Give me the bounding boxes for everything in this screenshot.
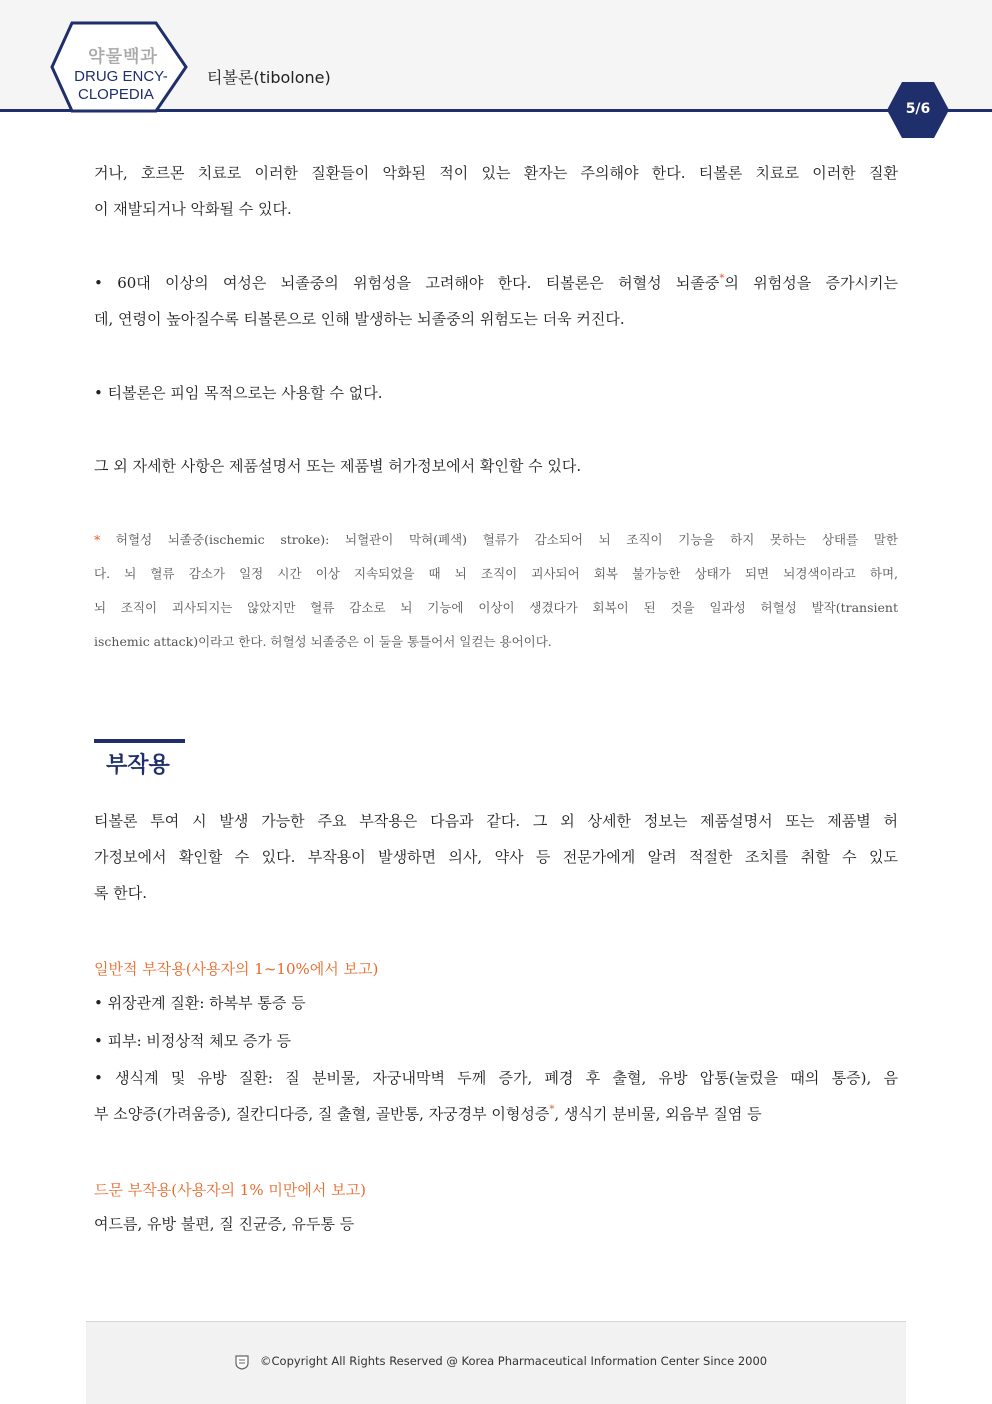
footnote-ischemic-stroke xyxy=(94,523,898,659)
text-line: 데, 연령이 높아질수록 티볼론으로 인해 발생하는 뇌졸중의 위험도는 더욱 커진다. xyxy=(94,310,625,328)
paragraph-precaution-continued xyxy=(94,155,898,227)
text-segment: • 60대 이상의 여성은 뇌졸중의 위험성을 고려해야 한다. 티볼론은 허혈성 뇌졸중 xyxy=(94,274,720,292)
side-effects-intro xyxy=(94,803,898,911)
footnote-marker: * xyxy=(94,532,101,547)
footnote-line: ischemic attack)이라고 한다. 허혈성 뇌졸중은 이 둘을 통틀어서 일컫는 용어이다. xyxy=(94,634,552,649)
list-item: • 위장관계 질환: 하복부 통증 등 xyxy=(94,994,306,1012)
text-line: 티볼론 투여 시 발생 가능한 주요 부작용은 다음과 같다. 그 외 상세한 정보는 제품설명서 또는 제품별 허 xyxy=(94,812,898,830)
text-line: 가정보에서 확인할 수 있다. 부작용이 발생하면 의사, 약사 등 전문가에게 알려 적절한 조치를 취할 수 있도 xyxy=(94,848,898,866)
text-line: 거나, 호르몬 치료로 이러한 질환들이 악화된 적이 있는 환자는 주의해야 한다. 티볼론 치료로 이러한 질환 xyxy=(94,164,898,182)
copyright-text: ©Copyright All Rights Reserved @ Korea Pharmaceutical Information Center Since 2000 xyxy=(260,1354,768,1368)
text-segment: 허혈성 뇌졸중(ischemic stroke): 뇌혈관이 막혀(폐색) 혈류가 감소되어 뇌 조직이 기능을 하지 못하는 상태를 말한 xyxy=(100,532,898,547)
list-item: • 피부: 비정상적 체모 증가 등 xyxy=(94,1032,292,1050)
text-line: • 티볼론은 피임 목적으로는 사용할 수 없다. xyxy=(94,384,383,402)
text-segment: 부 소양증(가려움증), 질칸디다증, 질 출혈, 골반통, 자궁경부 이형성증 xyxy=(94,1105,550,1123)
rare-side-effects-list: 여드름, 유방 불편, 질 진균증, 유두통 등 xyxy=(94,1215,355,1233)
paragraph-more-info xyxy=(94,448,898,484)
text-line xyxy=(94,1096,898,1132)
footnote-line: 뇌 조직이 괴사되지는 않았지만 혈류 감소로 뇌 기능에 이상이 생겼다가 회복이 된 것을 일과성 허혈성 발작(transient xyxy=(94,600,898,615)
text-line: 록 한다. xyxy=(94,884,148,902)
logo-english-line1: DRUG ENCY- xyxy=(74,68,168,85)
text-line: • 생식계 및 유방 질환: 질 분비물, 자궁내막벽 두께 증가, 폐경 후 출혈, 유방 압통(눌렀을 때의 통증), 음 xyxy=(94,1069,898,1087)
common-side-effects-heading: 일반적 부작용(사용자의 1~10%에서 보고) xyxy=(94,960,379,978)
rare-side-effects-heading: 드문 부작용(사용자의 1% 미만에서 보고) xyxy=(94,1181,366,1199)
footnote-line xyxy=(94,523,898,557)
logo-english-line2: CLOPEDIA xyxy=(78,86,154,103)
text-segment: 의 위험성을 증가시키는 xyxy=(724,274,899,292)
footnote-line: 다. 뇌 혈류 감소가 일정 시간 이상 지속되었을 때 뇌 조직이 괴사되어 회복 불가능한 상태가 되면 뇌경색이라고 하며, xyxy=(94,566,898,581)
section-title: 부작용 xyxy=(106,753,170,778)
text-line: 이 재발되거나 악화될 수 있다. xyxy=(94,200,292,218)
logo-korean: 약물백과 xyxy=(88,47,158,67)
footnote-marker: * xyxy=(549,1104,555,1115)
paragraph-stroke-risk xyxy=(94,265,898,337)
text-segment: , 생식기 분비물, 외음부 질염 등 xyxy=(554,1105,762,1123)
document-title: 티볼론(tibolone) xyxy=(207,68,331,87)
text-line xyxy=(94,265,898,301)
footnote-marker: * xyxy=(719,273,725,284)
section-accent-bar xyxy=(94,739,185,743)
page-number: 5/6 xyxy=(905,101,931,117)
text-line: 그 외 자세한 사항은 제품설명서 또는 제품별 허가정보에서 확인할 수 있다. xyxy=(94,457,582,475)
paragraph-contraception xyxy=(94,375,898,411)
shield-crest-icon xyxy=(234,1354,250,1370)
list-item-reproductive xyxy=(94,1060,898,1132)
